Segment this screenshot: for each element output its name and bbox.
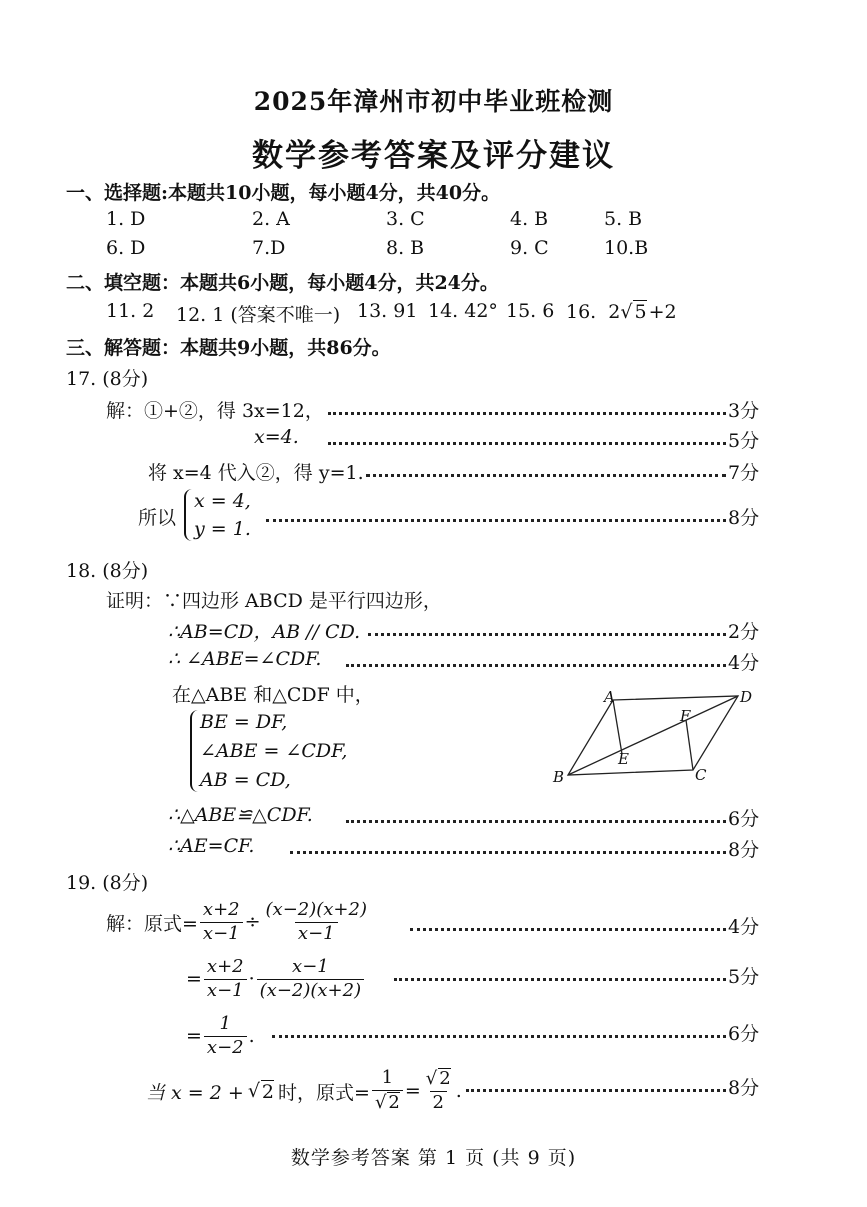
point-f-label: F (680, 707, 691, 725)
q18-line1: 证明：∵四边形 ABCD 是平行四边形， (106, 590, 442, 612)
vertex-a-label: A (604, 688, 615, 706)
q17-conclusion-prefix: 所以 (138, 507, 177, 529)
point-e-label: E (618, 750, 629, 768)
vertex-c-label: C (695, 766, 707, 784)
page-subtitle: 数学参考答案及评分建议 (252, 138, 615, 174)
q19-line3: = $\frac{1}{x-2}$ . (186, 1012, 255, 1058)
q19-dots4 (466, 1089, 726, 1092)
q17-line3: 将 x=4 代入②，得 y=1. (148, 462, 364, 484)
page-footer: 数学参考答案 第 1 页 (共 9 页) (290, 1147, 577, 1169)
q17-system-x: x = 4, (194, 490, 251, 512)
q18-dots2 (368, 633, 726, 636)
q18-line3: ∴ ∠ABE=∠CDF. (168, 648, 322, 670)
answer-2: 2. A (252, 208, 290, 230)
answer-4: 4. B (510, 208, 549, 230)
q17-score2: 5分 (728, 430, 760, 452)
q18-line6: ∴AE=CF. (168, 835, 255, 857)
segment-ae (613, 700, 622, 754)
q18-dots6 (290, 851, 726, 854)
parallelogram-figure (548, 684, 768, 792)
q19-score3: 6分 (728, 1023, 760, 1045)
q18-dots3 (346, 664, 726, 667)
q17-score4: 8分 (728, 507, 760, 529)
q17-system-brace (184, 489, 192, 541)
section1-heading: 一、选择题:本题共10小题，每小题4分，共40分。 (66, 182, 501, 204)
section3-heading: 三、解答题：本题共9小题，共86分。 (66, 337, 391, 359)
answer-12: 12. 1 (答案不唯一) (176, 304, 341, 326)
q18-system-3: AB = CD, (200, 769, 291, 791)
q18-system-2: ∠ABE = ∠CDF, (200, 740, 348, 762)
q17-label: 17. (8分) (66, 368, 149, 390)
answer-5: 5. B (604, 208, 643, 230)
q17-dots3 (366, 474, 726, 477)
q19-line2: = $\frac{x+2}{x-1}$ · $\frac{x-1}{(x-2)(x+2)}$ (186, 954, 366, 1004)
q17-line1: 解：①+②，得 3x=12， (106, 400, 324, 422)
q19-score2: 5分 (728, 966, 760, 988)
q17-dots2 (328, 442, 726, 445)
page-title: 2025年漳州市初中毕业班检测 (253, 87, 614, 116)
q18-line5: ∴△ABE≌△CDF. (168, 804, 313, 826)
q17-score3: 7分 (728, 462, 760, 484)
q18-system-1: BE = DF, (200, 711, 288, 733)
q17-dots1 (328, 412, 726, 415)
answer-1: 1. D (106, 208, 146, 230)
segment-cf (686, 720, 693, 770)
q18-score6: 8分 (728, 839, 760, 861)
section2-heading: 二、填空题：本题共6小题，每小题4分，共24分。 (66, 272, 499, 294)
answer-15: 15. 6 (506, 300, 555, 322)
q19-dots1 (410, 928, 726, 931)
answer-6: 6. D (106, 237, 146, 259)
q18-dots5 (346, 820, 726, 823)
q19-score1: 4分 (728, 916, 760, 938)
answer-9: 9. C (510, 237, 549, 259)
q19-dots3 (272, 1035, 726, 1038)
answer-10: 10.B (604, 237, 649, 259)
q18-line2: ∴AB=CD，AB // CD. (168, 621, 361, 643)
vertex-b-label: B (553, 768, 565, 786)
q17-system-y: y = 1. (194, 518, 251, 540)
answer-3: 3. C (386, 208, 425, 230)
diagonal-bd (568, 696, 738, 775)
q19-dots2 (394, 978, 726, 981)
q19-line4: 当 x = 2 + √ 2 时，原式= $\frac{1}{√ 2}$ = $\frac{√ 2}{2}$ . (146, 1067, 462, 1113)
q17-dots4 (266, 519, 726, 522)
q17-score1: 3分 (728, 400, 760, 422)
answer-8: 8. B (386, 237, 425, 259)
q18-score5: 6分 (728, 808, 760, 830)
answer-13: 13. 91 (357, 300, 418, 322)
q19-score4: 8分 (728, 1077, 760, 1099)
q18-score2: 2分 (728, 621, 760, 643)
answer-16: 16. 2√ 5 +2 (566, 301, 677, 323)
vertex-d-label: D (740, 688, 753, 706)
answer-14: 14. 42° (428, 300, 498, 322)
answer-7: 7.D (252, 237, 286, 259)
answer-11: 11. 2 (106, 300, 155, 322)
q18-system-brace (190, 710, 198, 792)
q19-line1: 解：原式= $\frac{x+2}{x-1}$ ÷ $\frac{(x-2)(x+2)}{x-1}$ (106, 898, 367, 944)
q18-label: 18. (8分) (66, 560, 149, 582)
q18-score3: 4分 (728, 652, 760, 674)
q19-label: 19. (8分) (66, 872, 149, 894)
q18-line4: 在△ABE 和△CDF 中， (172, 684, 374, 706)
q17-line2: x=4. (254, 426, 299, 448)
